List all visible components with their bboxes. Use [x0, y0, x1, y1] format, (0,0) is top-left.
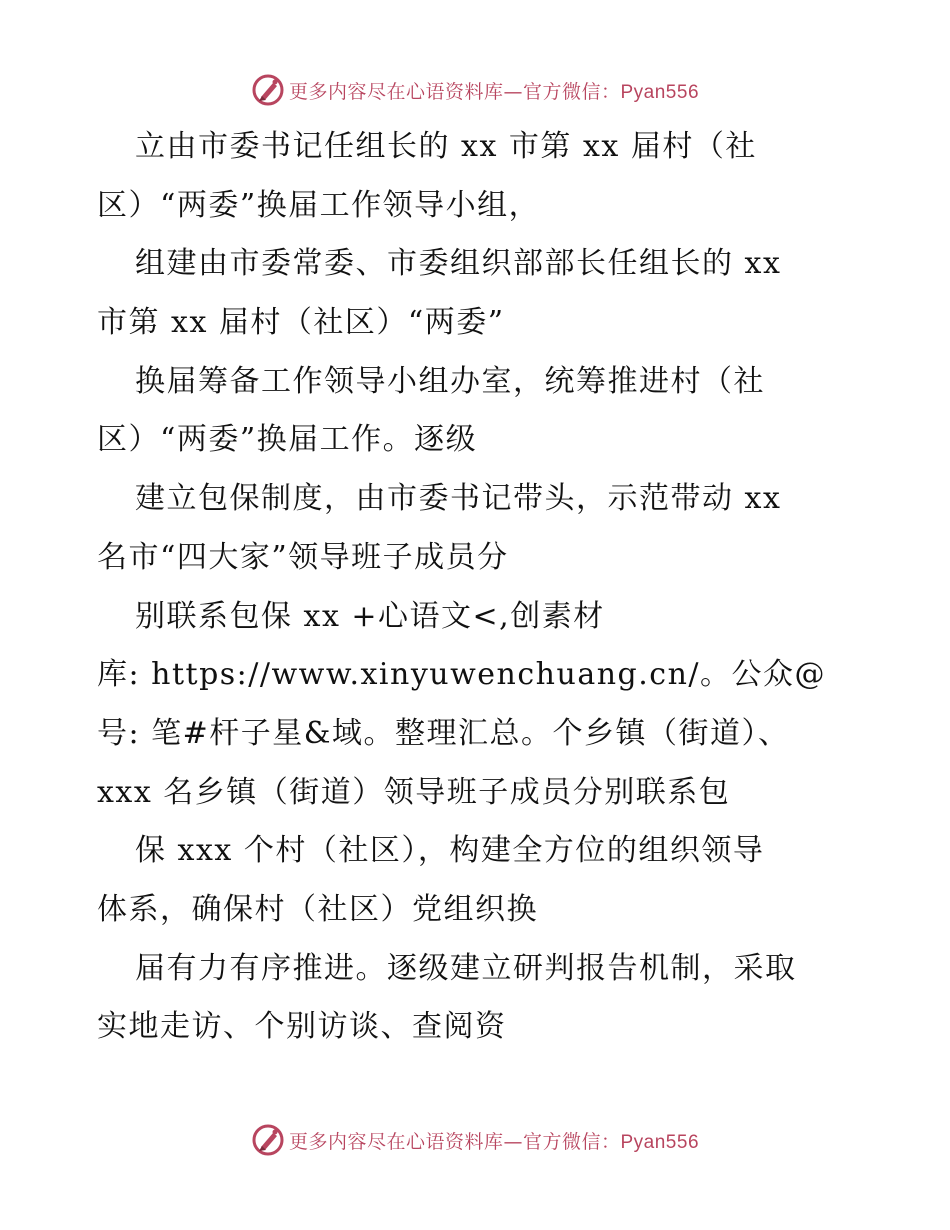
- banner-text: [289, 77, 699, 104]
- text-line: 建立包保制度，由市委书记带头，示范带动 xx: [135, 481, 782, 517]
- text-line: 号: 笔#杆子星&域。整理汇总。个乡镇（街道）、: [97, 715, 790, 751]
- text-line: 区）“两委”换届工作。逐级: [97, 422, 478, 458]
- text-line: xxx 名乡镇（街道）领导班子成员分别联系包: [97, 774, 731, 810]
- text-line: 保 xxx 个村（社区），构建全方位的组织领导: [135, 833, 765, 869]
- pen-seal-logo-icon: [251, 73, 285, 107]
- text-line: 换届筹备工作领导小组办室，统筹推进村（社: [135, 363, 765, 399]
- banner-wechat-handle: Pyan556: [620, 1131, 700, 1153]
- text-line: 组建由市委常委、市委组织部部长任组长的 xx: [135, 246, 782, 282]
- text-line: 市第 xx 届村（社区）“两委”: [97, 305, 505, 341]
- text-line: 库: https://www.xinyuwenchuang.cn/。公众@: [97, 657, 826, 693]
- text-line: 名市“四大家”领导班子成员分: [97, 539, 509, 575]
- footer-watermark-banner: [0, 1120, 950, 1160]
- text-line: 别联系包保 xx +心语文<,创素材: [135, 598, 605, 634]
- banner-wechat-handle: Pyan556: [620, 81, 700, 103]
- header-watermark-banner: [0, 70, 950, 110]
- banner-label: 更多内容尽在心语资料库—官方微信：: [288, 1130, 621, 1153]
- text-line: 体系，确保村（社区）党组织换: [97, 891, 538, 927]
- banner-text: [289, 1127, 699, 1154]
- document-body: [97, 118, 867, 1057]
- pen-seal-logo-icon: [251, 1123, 285, 1157]
- banner-label: 更多内容尽在心语资料库—官方微信：: [288, 80, 621, 103]
- text-line: 届有力有序推进。逐级建立研判报告机制，采取: [135, 950, 797, 986]
- text-line: 实地走访、个别访谈、查阅资: [97, 1009, 507, 1045]
- text-line: 区）“两委”换届工作领导小组，: [97, 187, 541, 223]
- text-line: 立由市委书记任组长的 xx 市第 xx 届村（社: [135, 129, 757, 164]
